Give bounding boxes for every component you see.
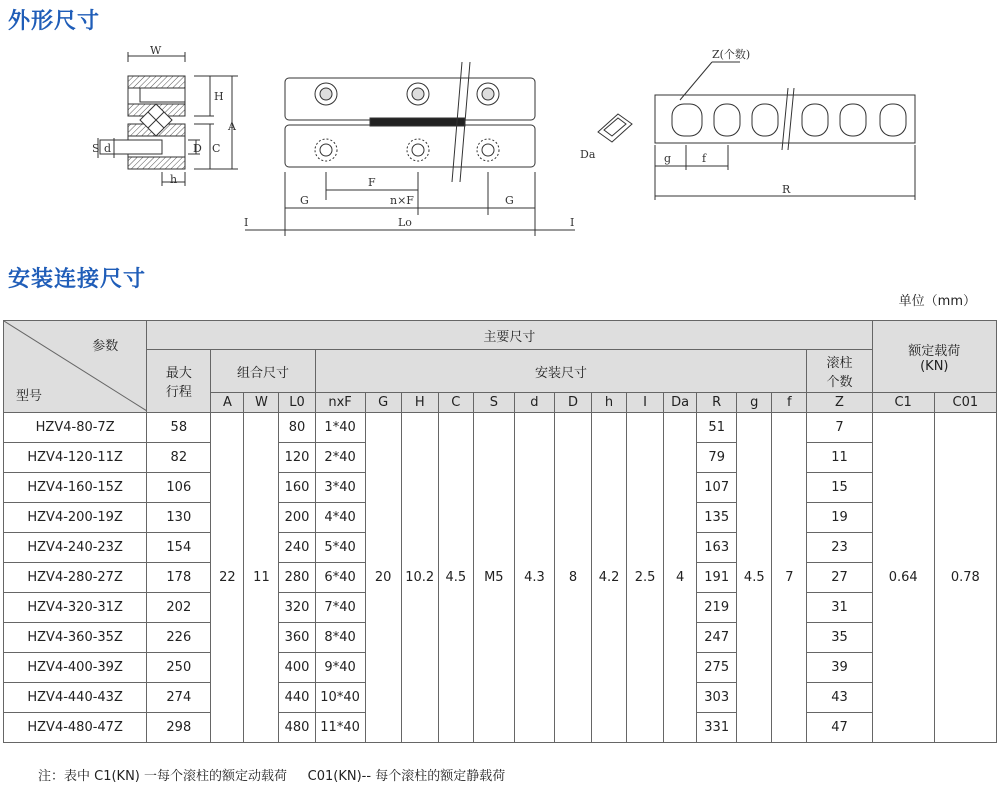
cell-w: 11 — [244, 413, 279, 743]
cell-da: 4 — [664, 413, 697, 743]
cell-l0: 320 — [279, 593, 315, 623]
label-W: W — [150, 44, 162, 57]
cell-nxf: 4*40 — [315, 503, 365, 533]
cell-stroke: 58 — [147, 413, 211, 443]
cell-model: HZV4-80-7Z — [4, 413, 147, 443]
corner-param-label: 参数 — [92, 339, 119, 354]
cell-nxf: 3*40 — [315, 473, 365, 503]
label-H: H — [214, 90, 224, 103]
cell-z: 7 — [807, 413, 872, 443]
cell-r: 303 — [697, 683, 737, 713]
cell-l0: 360 — [279, 623, 315, 653]
cell-stroke: 178 — [147, 563, 211, 593]
cell-c01: 0.78 — [934, 413, 996, 743]
col-header-i: I — [627, 393, 664, 413]
cell-l0: 400 — [279, 653, 315, 683]
cell-d: 8 — [554, 413, 591, 743]
cell-i: 2.5 — [627, 413, 664, 743]
label-L0: Lo — [398, 216, 412, 229]
cell-nxf: 2*40 — [315, 443, 365, 473]
cell-r: 135 — [697, 503, 737, 533]
rated-load-header: 额定载荷 (KN) — [872, 321, 996, 393]
col-header-h: H — [401, 393, 438, 413]
cell-z: 15 — [807, 473, 872, 503]
cell-nxf: 1*40 — [315, 413, 365, 443]
cell-z: 11 — [807, 443, 872, 473]
corner-header — [4, 321, 147, 413]
col-header-nxf: nxF — [315, 393, 365, 413]
cell-z: 31 — [807, 593, 872, 623]
col-header-w: W — [244, 393, 279, 413]
col-header-s: S — [473, 393, 514, 413]
cell-stroke: 298 — [147, 713, 211, 743]
cell-stroke: 154 — [147, 533, 211, 563]
label-d: d — [104, 142, 112, 155]
cell-l0: 80 — [279, 413, 315, 443]
label-R: R — [782, 183, 791, 196]
label-I-right: I — [570, 216, 575, 229]
cell-z: 23 — [807, 533, 872, 563]
cell-z: 43 — [807, 683, 872, 713]
cell-nxf: 5*40 — [315, 533, 365, 563]
cell-model: HZV4-120-11Z — [4, 443, 147, 473]
cell-model: HZV4-200-19Z — [4, 503, 147, 533]
cell-stroke: 274 — [147, 683, 211, 713]
cell-a: 22 — [211, 413, 244, 743]
cell-nxf: 10*40 — [315, 683, 365, 713]
cell-h: 4.2 — [592, 413, 627, 743]
cell-r: 247 — [697, 623, 737, 653]
cell-z: 35 — [807, 623, 872, 653]
col-header-r: R — [697, 393, 737, 413]
cell-model: HZV4-440-43Z — [4, 683, 147, 713]
combo-dims-header: 组合尺寸 — [211, 350, 315, 393]
cell-r: 191 — [697, 563, 737, 593]
cell-nxf: 11*40 — [315, 713, 365, 743]
cell-model: HZV4-360-35Z — [4, 623, 147, 653]
col-header-h: h — [592, 393, 627, 413]
col-header-f: f — [772, 393, 807, 413]
cell-r: 163 — [697, 533, 737, 563]
cell-model: HZV4-280-27Z — [4, 563, 147, 593]
label-f: f — [702, 152, 707, 165]
label-A: A — [228, 120, 236, 133]
label-Z: Z(个数) — [712, 48, 751, 61]
cell-z: 27 — [807, 563, 872, 593]
col-header-a: A — [211, 393, 244, 413]
col-header-c01: C01 — [934, 393, 996, 413]
cell-l0: 120 — [279, 443, 315, 473]
outline-drawing — [0, 30, 1000, 240]
cell-model: HZV4-240-23Z — [4, 533, 147, 563]
cell-l0: 280 — [279, 563, 315, 593]
cell-r: 51 — [697, 413, 737, 443]
cell-g: 4.5 — [737, 413, 772, 743]
cell-r: 107 — [697, 473, 737, 503]
cell-stroke: 226 — [147, 623, 211, 653]
col-header-z: Z — [807, 393, 872, 413]
col-header-da: Da — [664, 393, 697, 413]
label-Da: Da — [580, 148, 596, 161]
cell-nxf: 9*40 — [315, 653, 365, 683]
cell-h: 10.2 — [401, 413, 438, 743]
cell-g: 20 — [365, 413, 401, 743]
cell-f: 7 — [772, 413, 807, 743]
label-nxF: n×F — [390, 194, 414, 207]
cross-section-view — [98, 52, 238, 186]
label-I-left: I — [244, 216, 249, 229]
label-F: F — [368, 176, 376, 189]
cell-model: HZV4-160-15Z — [4, 473, 147, 503]
cell-nxf: 7*40 — [315, 593, 365, 623]
table-row — [4, 413, 997, 443]
col-header-d: D — [554, 393, 591, 413]
unit-label: 单位（mm） — [898, 294, 976, 309]
roller-detail — [598, 114, 632, 142]
cell-stroke: 202 — [147, 593, 211, 623]
label-G-right: G — [505, 194, 514, 207]
cage-view — [655, 62, 915, 200]
front-view — [245, 62, 575, 236]
cell-l0: 160 — [279, 473, 315, 503]
cell-r: 331 — [697, 713, 737, 743]
cell-z: 39 — [807, 653, 872, 683]
outline-title: 外形尺寸 — [8, 9, 101, 34]
cell-r: 275 — [697, 653, 737, 683]
corner-model-label: 型号 — [16, 389, 43, 404]
cell-r: 219 — [697, 593, 737, 623]
cell-z: 47 — [807, 713, 872, 743]
spec-table — [3, 320, 997, 743]
cell-model: HZV4-320-31Z — [4, 593, 147, 623]
cell-l0: 200 — [279, 503, 315, 533]
cell-c: 4.5 — [438, 413, 473, 743]
col-header-c: C — [438, 393, 473, 413]
cell-model: HZV4-400-39Z — [4, 653, 147, 683]
col-header-l0: L0 — [279, 393, 315, 413]
col-header-d: d — [514, 393, 554, 413]
cell-l0: 240 — [279, 533, 315, 563]
max-stroke-header: 最大 行程 — [147, 350, 211, 413]
install-dims-header: 安装尺寸 — [315, 350, 807, 393]
cell-s: M5 — [473, 413, 514, 743]
main-dims-header: 主要尺寸 — [147, 321, 872, 350]
col-header-c1: C1 — [872, 393, 934, 413]
cell-l0: 480 — [279, 713, 315, 743]
install-title: 安装连接尺寸 — [8, 267, 147, 292]
cell-c1: 0.64 — [872, 413, 934, 743]
cell-z: 19 — [807, 503, 872, 533]
cell-nxf: 8*40 — [315, 623, 365, 653]
roller-count-header: 滚柱 个数 — [807, 350, 872, 393]
label-G-left: G — [300, 194, 309, 207]
cell-r: 79 — [697, 443, 737, 473]
label-g: g — [664, 152, 672, 165]
label-C: C — [212, 142, 221, 155]
cell-d: 4.3 — [514, 413, 554, 743]
col-header-g: G — [365, 393, 401, 413]
footnote: 注：表中 C1(KN) 一每个滚柱的额定动载荷 C01(KN)-- 每个滚柱的额定静载荷 — [38, 769, 506, 784]
cell-stroke: 82 — [147, 443, 211, 473]
cell-nxf: 6*40 — [315, 563, 365, 593]
cell-l0: 440 — [279, 683, 315, 713]
cell-stroke: 250 — [147, 653, 211, 683]
col-header-g: g — [737, 393, 772, 413]
label-D: D — [193, 142, 202, 155]
label-S: S — [92, 142, 100, 155]
cell-stroke: 106 — [147, 473, 211, 503]
label-h: h — [170, 173, 178, 186]
cell-model: HZV4-480-47Z — [4, 713, 147, 743]
cell-stroke: 130 — [147, 503, 211, 533]
